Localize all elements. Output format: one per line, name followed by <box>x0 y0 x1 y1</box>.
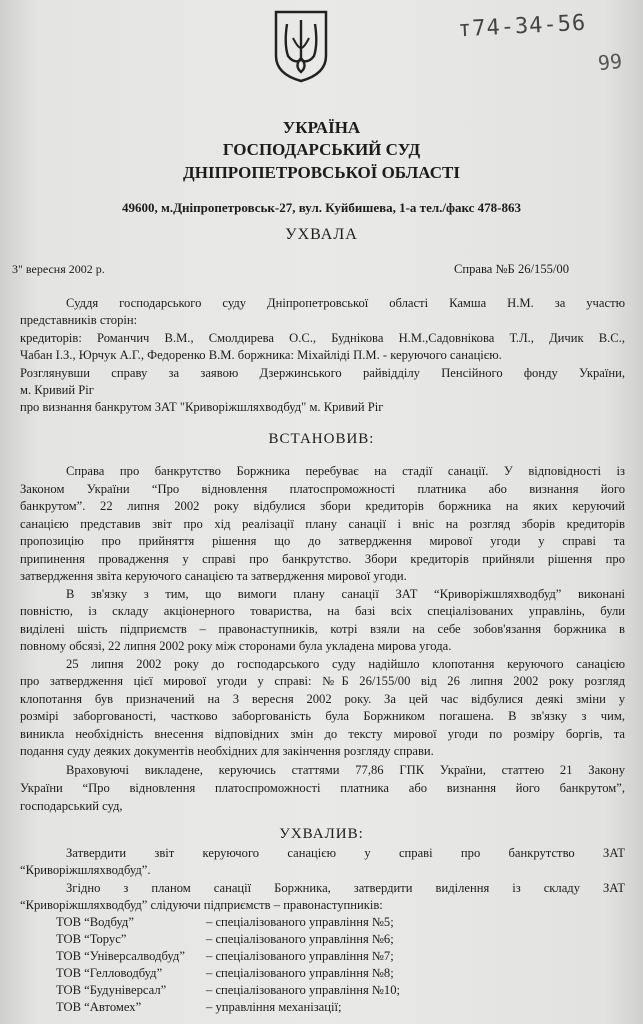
body-line: виділені шість підприємств – правонаступників, котрі взяли на себе зобов'язання боржника в <box>20 622 625 636</box>
successor-name: ТОВ “Універсалводбуд” <box>56 949 185 963</box>
body-line: пропозицію про прийняття рішення що до затвердження мирової угоди у справі та <box>20 534 625 548</box>
body-line: В зв'язку з тим, що вимоги плану санації ЗАТ “Криворіжшляхводбуд” виконані <box>66 587 625 601</box>
handwritten-registration-number: т74-34-56 <box>457 10 587 43</box>
document-date: 3" вересня 2002 р. <box>12 262 105 276</box>
successor-name: ТОВ “Автомех” <box>56 1000 142 1014</box>
intro-line: кредиторів: Романчич В.М., Смолдирева О.С., Буднікова Н.М.,Садовнікова Т.Л., Дичик В.С., <box>20 331 625 345</box>
body-line: припинення провадження у справі про банкрутство. Збори кредиторів прийняли рішення про <box>20 552 625 566</box>
successor-description: – управління механізації; <box>206 1000 342 1014</box>
body-line: Справа про банкрутство Боржника перебуває на стадії санації. У відповідності із <box>66 464 625 478</box>
established-heading: ВСТАНОВИВ: <box>268 431 375 447</box>
successor-description: – спеціалізованого управління №7; <box>206 949 394 963</box>
intro-line: Чабан І.З., Юрчук А.Г., Федоренко В.М. боржника: Міхайліді П.М. - керуючого санацією. <box>20 348 502 362</box>
successor-description: – спеціалізованого управління №6; <box>206 932 394 946</box>
intro-line: Суддя господарського суду Дніпропетровської області Камша Н.М. за участю <box>66 296 625 310</box>
intro-line: представників сторін: <box>20 313 138 327</box>
successor-name: ТОВ “Водбуд” <box>56 915 134 929</box>
body-line: повному обсязі, 22 липня 2002 року між сторонами була укладена мирова угода. <box>20 639 452 653</box>
intro-line: про визнання банкрутом ЗАТ "Криворіжшляхводбуд" м. Кривий Ріг <box>20 400 384 414</box>
trident-emblem-icon <box>272 8 330 84</box>
intro-line: м. Кривий Ріг <box>20 383 94 397</box>
successor-name: ТОВ “Гелловодбуд” <box>56 966 163 980</box>
body-line: розмірі заборгованості, частково заборгованість була Боржником погашена. В зв'язку з чим, <box>20 709 625 723</box>
document-title: УХВАЛА <box>285 226 358 243</box>
ruling-line: “Криворіжшляхводбуд”. <box>20 863 151 877</box>
body-line: господарський суд, <box>20 799 123 813</box>
body-line: виникла необхідність внесення відповідних змін до тексту мирової угоди по розміру боргів, та <box>20 727 625 741</box>
body-line: клопотання був призначений на 3 вересня 2002 року. За цей час відбулися деякі зміни у <box>20 692 625 706</box>
header-region: ДНІПРОПЕТРОВСЬКОЇ ОБЛАСТІ <box>183 163 460 182</box>
successor-description: – спеціалізованого управління №10; <box>206 983 401 997</box>
body-line: санацією представив звіт про хід реалізації плану санації і вніс на розгляд зборів кредиторів <box>20 517 625 531</box>
body-line: України “Про відновлення платоспроможності платника або визнання його банкрутом”, <box>20 781 625 795</box>
successor-description: – спеціалізованого управління №5; <box>206 915 394 929</box>
ruling-line: Затвердити звіт керуючого санацією у справі про банкрутство ЗАТ <box>66 846 625 860</box>
body-line: банкрутом”. 22 липня 2002 року відбулися збори кредиторів боржника на яких керуючий <box>20 499 625 513</box>
successor-name: ТОВ “Будуніверсал” <box>56 983 167 997</box>
body-line: подання суду деяких документів необхідних для закінчення розгляду справи. <box>20 744 434 758</box>
ruled-heading: УХВАЛИВ: <box>279 826 364 842</box>
case-number: Справа №Б 26/155/00 <box>454 262 570 276</box>
ruling-line: Згідно з планом санації Боржника, затвердити виділення із складу ЗАТ <box>66 881 625 895</box>
court-address: 49600, м.Дніпропетровськ-27, вул. Куйбишева, 1-а тел./факс 478-863 <box>121 200 522 215</box>
intro-line: Розглянувши справу за заявою Дзержинського райвідділу Пенсійного фонду України, <box>20 366 625 380</box>
body-line: Законом України “Про відновлення платоспроможності платника або визнання його <box>20 482 625 496</box>
ruling-line: “Криворіжшляхводбуд” слідуючи підприємств – правонаступників: <box>20 898 383 912</box>
successor-description: – спеціалізованого управління №8; <box>206 966 394 980</box>
page-number: 99 <box>596 48 624 76</box>
body-line: про затвердження цієї мирової угоди у справі: №Б 26/155/00 від 26 липня 2002 року розгляд <box>20 674 625 688</box>
header-court: ГОСПОДАРСЬКИЙ СУД <box>222 140 421 159</box>
body-line: затвердження звіта керуючого санацією та затвердження мирової угоди. <box>20 569 407 583</box>
successor-name: ТОВ “Торус” <box>56 932 127 946</box>
body-line: 25 липня 2002 року до господарського суду надійшло клопотання керуючого санацією <box>66 657 625 671</box>
header-country: УКРАЇНА <box>282 118 361 137</box>
body-line: повністю, із складу акціонерного товариства, на базі всіх спеціалізованих управлінь, були <box>20 604 625 618</box>
body-line: Враховуючі викладене, керуючись статтями 77,86 ГПК України, статтею 21 Закону <box>66 763 625 777</box>
